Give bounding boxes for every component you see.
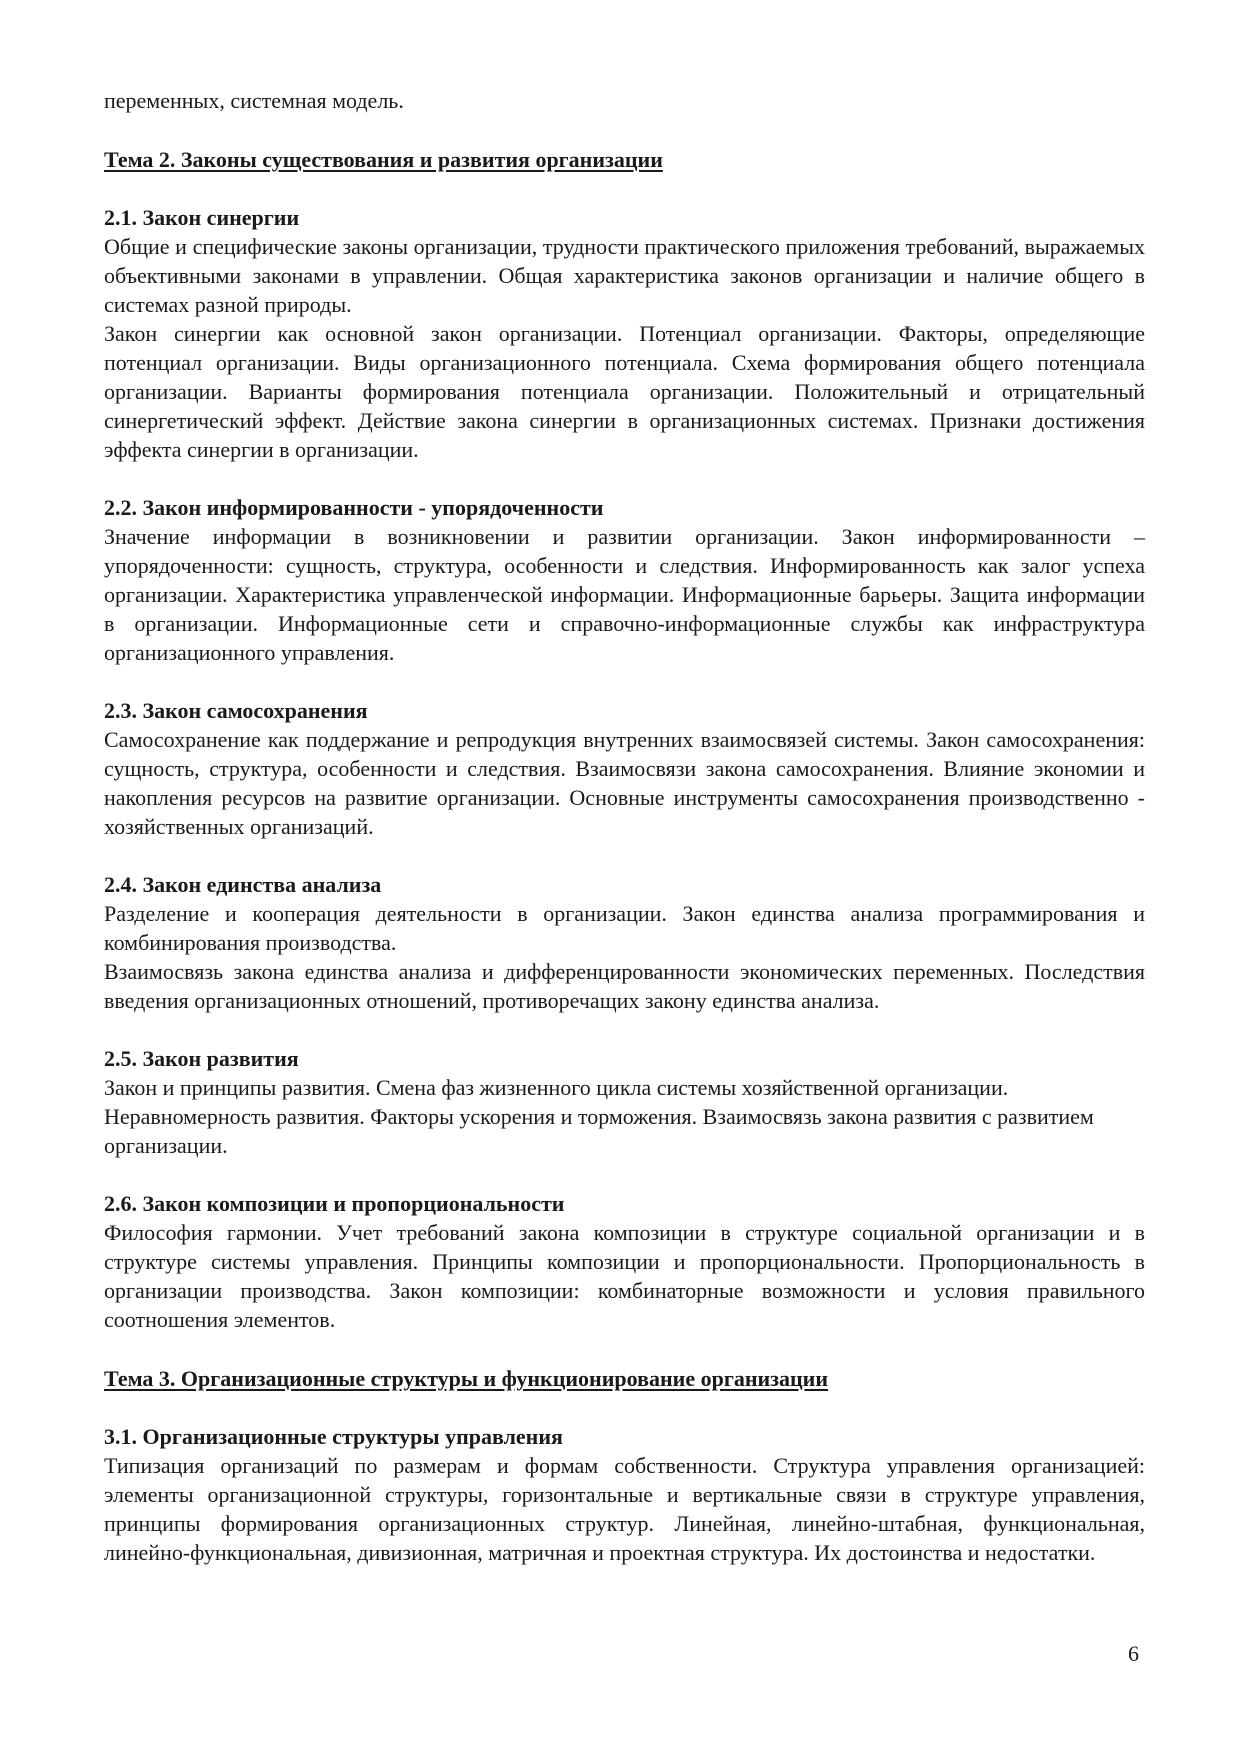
section-title: 2.4. Закон единства анализа — [104, 872, 382, 897]
section-title: 2.2. Закон информированности - упорядоченности — [104, 495, 604, 520]
topic3-title: Тема 3. Организационные структуры и функционирование организации — [104, 1366, 829, 1391]
section-2-3 — [104, 696, 1145, 841]
section-title: 2.5. Закон развития — [104, 1046, 299, 1071]
section-title: 2.3. Закон самосохранения — [104, 698, 368, 723]
section-2-5 — [104, 1044, 1145, 1160]
section-title: 3.1. Организационные структуры управления — [104, 1424, 563, 1449]
section-title: 2.1. Закон синергии — [104, 205, 300, 230]
section-paragraph: Закон синергии как основной закон организации. Потенциал организации. Факторы, определяющие потенциал организации. Виды организационного потенциала. Схема формирования общего потенциала организации. Варианты формирования потенциала организации. Положительный и отрицательный синергетический эффект. Действие закона синергии в организационных системах. Признаки достижения эффекта синергии в организации. — [104, 321, 1145, 462]
section-paragraph: Философия гармонии. Учет требований закона композиции в структуре социальной организации и в структуре системы управления. Принципы композиции и пропорциональности. Пропорциональность в организации производства. Закон композиции: комбинаторные возможности и условия правильного соотношения элементов. — [104, 1220, 1145, 1332]
section-2-6 — [104, 1189, 1145, 1334]
page-number: 6 — [1128, 1641, 1139, 1666]
section-2-1 — [104, 203, 1145, 464]
document-page — [104, 86, 1145, 1567]
section-2-2 — [104, 493, 1145, 667]
section-paragraph: Типизация организаций по размерам и формам собственности. Структура управления организацией: элементы организационной структуры, горизонтальные и вертикальные связи в структуре управления, принципы формирования организационных структур. Линейная, линейно-штабная, функциональная, линейно-функциональная, дивизионная, матричная и проектная структура. Их достоинства и недостатки. — [104, 1453, 1145, 1565]
section-paragraph: Общие и специфические законы организации, трудности практического приложения требований, выражаемых объективными законами в управлении. Общая характеристика законов организации и наличие общего в системах разной природы. — [104, 234, 1145, 317]
intro-text: переменных, системная модель. — [104, 88, 404, 113]
topic2-title: Тема 2. Законы существования и развития организации — [104, 147, 663, 172]
section-paragraph: Разделение и кооперация деятельности в организации. Закон единства анализа программирования и комбинирования производства. — [104, 901, 1145, 955]
section-title: 2.6. Закон композиции и пропорциональности — [104, 1191, 565, 1216]
section-3-1 — [104, 1422, 1145, 1567]
section-paragraph: Самосохранение как поддержание и репродукция внутренних взаимосвязей системы. Закон самосохранения: сущность, структура, особенности и следствия. Взаимосвязи закона самосохранения. Влияние экономии и накопления ресурсов на развитие организации. Основные инструменты самосохранения производственно - хозяйственных организаций. — [104, 727, 1145, 839]
section-paragraph: Значение информации в возникновении и развитии организации. Закон информированности – упорядоченности: сущность, структура, особенности и следствия. Информированность как залог успеха организации. Характеристика управленческой информации. Информационные барьеры. Защита информации в организации. Информационные сети и справочно-информационные службы как инфраструктура организационного управления. — [104, 524, 1145, 665]
section-2-4 — [104, 870, 1145, 1015]
section-paragraph: Взаимосвязь закона единства анализа и дифференцированности экономических переменных. Последствия введения организационных отношений, противоречащих закону единства анализа. — [104, 959, 1145, 1013]
section-paragraph: Закон и принципы развития. Смена фаз жизненного цикла системы хозяйственной организации. Неравномерность развития. Факторы ускорения и торможения. Взаимосвязь закона развития с развитием организации. — [104, 1075, 1094, 1158]
